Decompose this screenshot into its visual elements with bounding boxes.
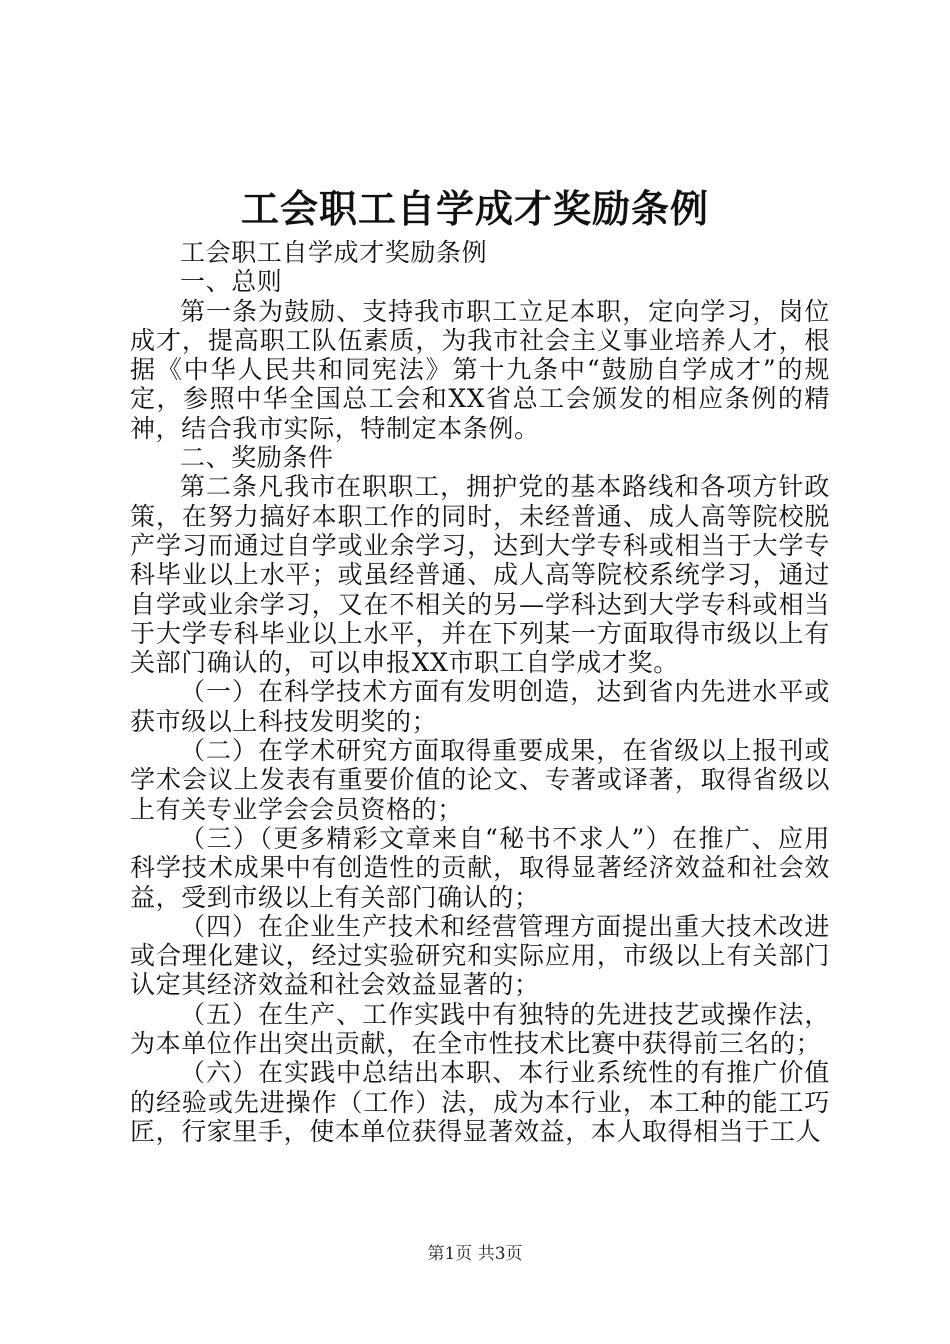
paragraph-subtitle: 工会职工自学成才奖励条例 [180, 238, 488, 267]
page-number-footer: 第1页 共3页 [427, 1244, 523, 1264]
paragraph-item-5: （五）在生产、工作实践中有独特的先进技艺或操作法，为本单位作出突出贡献，在全市性技术比赛中获得前三名的； [130, 999, 830, 1059]
paragraph-item-6: （六）在实践中总结出本职、本行业系统性的有推广价值的经验或先进操作（工作）法，成为本行业，本工种的能工巧匠，行家里手，使本单位获得显著效益，本人取得相当于工人 [130, 1058, 830, 1146]
paragraph-article-1: 第一条为鼓励、支持我市职工立足本职，定向学习，岗位成才，提高职工队伍素质，为我市社会主义事业培养人才，根据《中华人民共和同宪法》第十九条中“鼓励自学成才”的规定，参照中华全国总工会和XX省总工会颁发的相应条例的精神，结合我市实际，特制定本条例。 [130, 296, 830, 443]
paragraph-item-2: （二）在学术研究方面取得重要成果，在省级以上报刊或学术会议上发表有重要价值的论文、专著或译著，取得省级以上有关专业学会会员资格的； [130, 736, 830, 824]
paragraph-article-2: 第二条凡我市在职职工，拥护党的基本路线和各项方针政策，在努力搞好本职工作的同时，未经普通、成人高等院校脱产学习而通过自学或业余学习，达到大学专科或相当于大学专科毕业以上水平；或虽经普通、成人高等院校系统学习，通过自学或业余学习，又在不相关的另—学科达到大学专科或相当于大学专科毕业以上水平，并在下列某一方面取得市级以上有关部门确认的，可以申报XX市职工自学成才奖。 [130, 472, 830, 678]
section-heading-general: 一、总则 [180, 267, 283, 297]
paragraph-item-4: （四）在企业生产技术和经营管理方面提出重大技术改进或合理化建议，经过实验研究和实际应用，市级以上有关部门认定其经济效益和社会效益显著的； [130, 911, 830, 1000]
paragraph-item-3: （三）（更多精彩文章来自“秘书不求人”）在推广、应用科学技术成果中有创造性的贡献，取得显著经济效益和社会效益，受到市级以上有关部门确认的； [130, 823, 830, 912]
section-heading-conditions: 二、奖励条件 [180, 443, 334, 473]
document-body [130, 238, 830, 1146]
paragraph-item-1: （一）在科学技术方面有发明创造，达到省内先进水平或获市级以上科技发明奖的； [130, 677, 830, 736]
document-title: 工会职工自学成才奖励条例 [240, 186, 709, 231]
